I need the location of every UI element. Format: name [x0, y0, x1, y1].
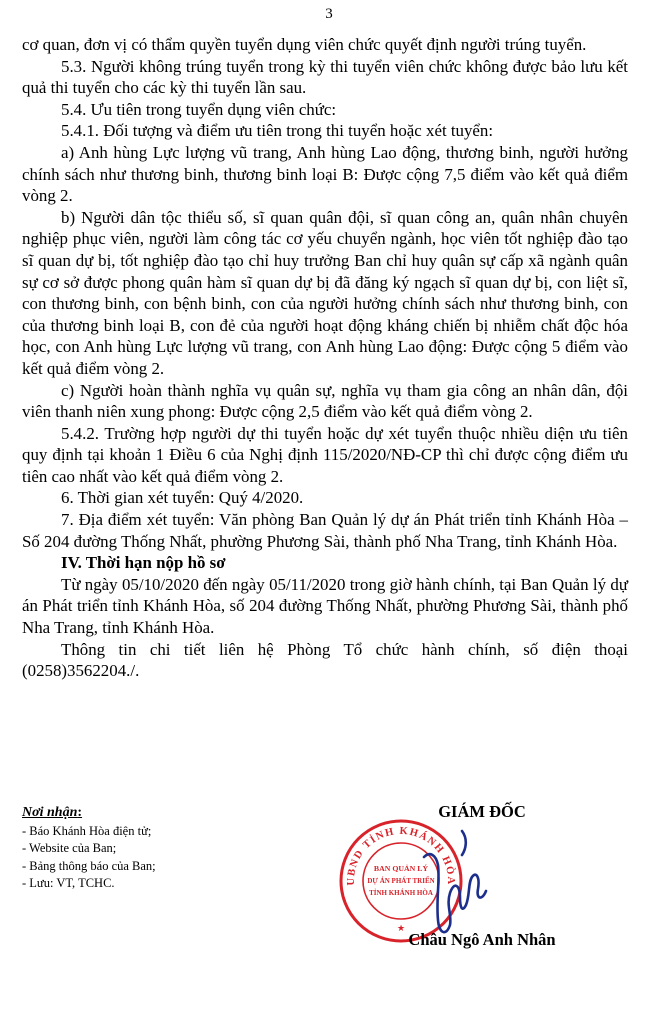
recipients-title-line: [22, 804, 282, 822]
recipients-title: Nơi nhận: [22, 805, 78, 820]
svg-text:UBND TỈNH KHÁNH HÒA: UBND TỈNH KHÁNH HÒA: [345, 825, 457, 886]
paragraph: 5.4. Ưu tiên trong tuyển dụng viên chức:: [61, 99, 337, 119]
signer-title: GIÁM ĐỐC: [438, 802, 526, 821]
paragraph: 5.4.1. Đối tượng và điểm ưu tiên trong thi tuyển hoặc xét tuyển:: [61, 121, 494, 141]
recipients-block: [22, 804, 282, 893]
paragraph: c) Người hoàn thành nghĩa vụ quân sự, nghĩa vụ tham gia công an nhân dân, đội viên thanh niên xung phong: Được cộng 2,5 điểm vào kết quả điểm vòng 2.: [22, 380, 628, 422]
recipient-item: - Bảng thông báo của Ban;: [22, 858, 156, 873]
paragraph: Thông tin chi tiết liên hệ Phòng Tổ chức hành chính, số điện thoại (0258)3562204./.: [22, 639, 628, 681]
paragraph: 7. Địa điểm xét tuyển: Văn phòng Ban Quản lý dự án Phát triển tỉnh Khánh Hòa – Số 204 đường Thống Nhất, phường Phương Sài, thành phố Nha Trang, tỉnh Khánh Hòa.: [22, 510, 628, 551]
svg-text:DỰ ÁN PHÁT TRIỂN: DỰ ÁN PHÁT TRIỂN: [367, 877, 435, 885]
recipient-item: - Website của Ban;: [22, 841, 117, 855]
paragraph: 5.4.2. Trường hợp người dự thi tuyển hoặc dự xét tuyển thuộc nhiều diện ưu tiên quy định tại khoản 1 Điều 6 của Nghị định 115/2020/NĐ-CP thì chỉ được cộng điểm ưu tiên cao nhất vào kết quả điểm vòng 2.: [22, 423, 628, 486]
signer-name: Châu Ngô Anh Nhân: [408, 930, 556, 949]
paragraph: b) Người dân tộc thiểu số, sĩ quan quân đội, sĩ quan công an, quân nhân chuyên nghiệp phục viên, người làm công tác cơ yếu chuyển ngành, học viên tốt nghiệp đào tạo sĩ quan dự bị, tốt nghiệp đào tạo chỉ huy trưởng Ban chỉ huy quân sự cấp xã ngành quân sự cơ sở được phong quân hàm sĩ quan dự bị đã đăng ký ngạch sĩ quan dự bị, con liệt sĩ, con thương binh, con bệnh binh, con của người hưởng chính sách như thương binh, con của thương binh loại B, con đẻ của người hoạt động kháng chiến bị nhiễm chất độc hóa học, con Anh hùng Lực lượng vũ trang, con Anh hùng Lao động: Được cộng 5 điểm vào kết quả điểm vòng 2.: [22, 207, 628, 378]
page-number: 3: [325, 6, 333, 22]
handwritten-signature-icon: [416, 825, 496, 940]
recipient-item: - Lưu: VT, TCHC.: [22, 876, 115, 890]
svg-text:TỈNH KHÁNH HÒA: TỈNH KHÁNH HÒA: [369, 889, 433, 897]
svg-text:BAN QUẢN LÝ: BAN QUẢN LÝ: [373, 864, 429, 873]
recipients-colon: :: [77, 805, 83, 820]
paragraph: cơ quan, đơn vị có thẩm quyền tuyển dụng viên chức quyết định người trúng tuyển.: [22, 35, 587, 54]
svg-text:★: ★: [396, 924, 406, 934]
paragraph: 6. Thời gian xét tuyển: Quý 4/2020.: [61, 488, 304, 508]
document-body: [22, 34, 628, 682]
section-heading: IV. Thời hạn nộp hồ sơ: [61, 553, 226, 573]
recipient-item: - Báo Khánh Hòa điện tử;: [22, 823, 152, 838]
paragraph: 5.3. Người không trúng tuyển trong kỳ thi tuyển viên chức không được bảo lưu kết quả thi tuyển cho các kỳ thi tuyển lần sau.: [22, 56, 628, 98]
paragraph: a) Anh hùng Lực lượng vũ trang, Anh hùng Lao động, thương binh, người hưởng chính sách như thương binh, thương binh loại B: Được cộng 7,5 điểm vào kết quả điểm vòng 2.: [22, 142, 628, 206]
paragraph: Từ ngày 05/10/2020 đến ngày 05/11/2020 trong giờ hành chính, tại Ban Quản lý dự án Phát triển tỉnh Khánh Hòa, số 204 đường Thống Nhất, phường Phương Sài, thành phố Nha Trang, tỉnh Khánh Hòa.: [22, 574, 628, 638]
recipients-list: [22, 823, 282, 893]
